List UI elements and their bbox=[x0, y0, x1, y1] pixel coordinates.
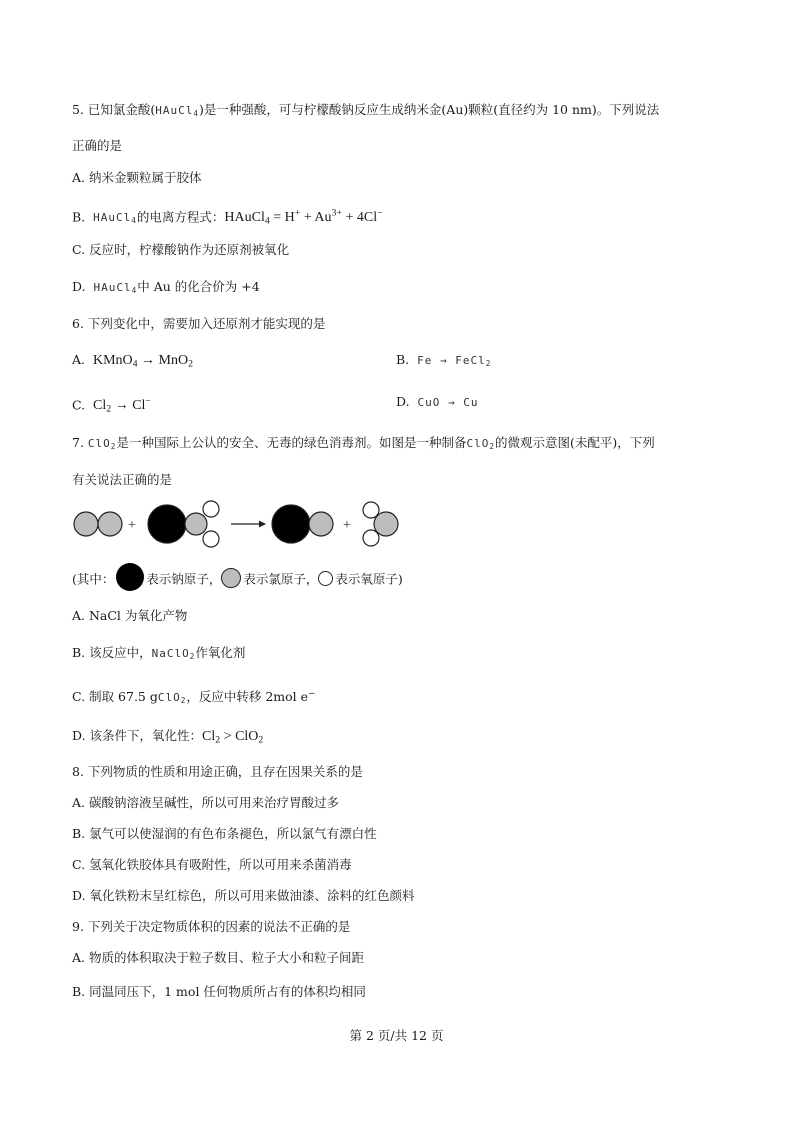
q5-option-a: A. 纳米金颗粒属于胶体 bbox=[72, 170, 202, 185]
q8-stem: 8. 下列物质的性质和用途正确，且存在因果关系的是 bbox=[72, 764, 363, 779]
oxygen-atom bbox=[203, 501, 219, 517]
q6-option-b: B. Fe → FeCl$_2$ bbox=[396, 352, 492, 368]
q8-option-d: D. 氧化铁粉末呈红棕色，所以可用来做油漆、涂料的红色颜料 bbox=[72, 888, 415, 903]
q5-formula: HAuCl$_4$ bbox=[155, 104, 200, 118]
oxygen-atom bbox=[363, 530, 379, 546]
page-footer: 第 2 页/共 12 页 bbox=[349, 1028, 444, 1043]
reaction-diagram bbox=[0, 495, 793, 555]
q5-ionization-equation: HAuCl$_4$ = $H^+ + Au^{3+} + 4Cl^-$ bbox=[224, 208, 383, 227]
chlorine-atom bbox=[185, 513, 207, 535]
reaction-arrow-head bbox=[259, 521, 266, 528]
legend-sodium-symbol bbox=[116, 563, 144, 591]
legend-oxygen-symbol bbox=[318, 571, 333, 586]
q7-stem-line1: 7. ClO$_2$是一种国际上公认的安全、无毒的绿色消毒剂。如图是一种制备ClO$_2$的微观示意图(未配平)，下列 bbox=[72, 435, 655, 451]
q6-option-d: D. CuO → Cu bbox=[396, 394, 479, 409]
chlorine-atom bbox=[374, 512, 398, 536]
plus-sign-2: + bbox=[343, 518, 351, 533]
q8-option-b: B. 氯气可以使湿润的有色布条褪色，所以氯气有漂白性 bbox=[72, 826, 377, 841]
chlorine-atom bbox=[309, 512, 333, 536]
chlorine-atom bbox=[98, 512, 122, 536]
q7-stem-line2: 有关说法正确的是 bbox=[72, 472, 173, 487]
q7-option-a: A. NaCl 为氧化产物 bbox=[72, 608, 188, 623]
sodium-atom bbox=[148, 505, 186, 543]
q5-option-b: B. HAuCl$_4$的电离方程式：HAuCl$_4$ = $H^+ + Au^{3+} + 4Cl^-$ bbox=[72, 208, 383, 227]
sodium-atom bbox=[272, 505, 310, 543]
q7-option-b: B. 该反应中，NaClO$_2$作氧化剂 bbox=[72, 645, 246, 661]
chlorine-atom bbox=[74, 512, 98, 536]
q5-option-c: C. 反应时，柠檬酸钠作为还原剂被氧化 bbox=[72, 242, 290, 257]
q8-option-a: A. 碳酸钠溶液呈碱性，所以可用来治疗胃酸过多 bbox=[72, 795, 339, 810]
q9-option-a: A. 物质的体积取决于粒子数目、粒子大小和粒子间距 bbox=[72, 950, 364, 965]
legend-chlorine-symbol bbox=[221, 568, 241, 588]
oxygen-atom bbox=[363, 502, 379, 518]
plus-sign-1: + bbox=[128, 518, 136, 533]
q6-option-a: A. KMnO$_4$ → MnO$_2$ bbox=[72, 352, 194, 370]
q8-option-c: C. 氢氧化铁胶体具有吸附性，所以可用来杀菌消毒 bbox=[72, 857, 352, 872]
oxygen-atom bbox=[203, 531, 219, 547]
q6-option-c: C. $Cl_2 \to Cl^-$ bbox=[72, 396, 151, 415]
q9-stem: 9. 下列关于决定物质体积的因素的说法不正确的是 bbox=[72, 919, 351, 934]
q9-option-b: B. 同温同压下，1 mol 任何物质所占有的体积均相同 bbox=[72, 984, 366, 999]
q7-legend: (其中： 表示钠原子， 表示氯原子， 表示氧原子) bbox=[72, 569, 403, 591]
q5-stem-line1: 5. 已知氯金酸(HAuCl$_4$)是一种强酸，可与柠檬酸钠反应生成纳米金(Au)颗粒(直径约为 10 nm)。下列说法 bbox=[72, 102, 660, 118]
q5-option-d: D. HAuCl$_4$中 Au 的化合价为 +4 bbox=[72, 279, 260, 295]
q5-stem-line2: 正确的是 bbox=[72, 138, 123, 153]
q7-option-d: D. 该条件下，氧化性：$Cl_2 > ClO_2$ bbox=[72, 728, 264, 746]
q6-stem: 6. 下列变化中，需要加入还原剂才能实现的是 bbox=[72, 316, 326, 331]
q7-option-c: C. 制取 67.5 gClO$_2$，反应中转移 2mol e− bbox=[72, 688, 316, 705]
